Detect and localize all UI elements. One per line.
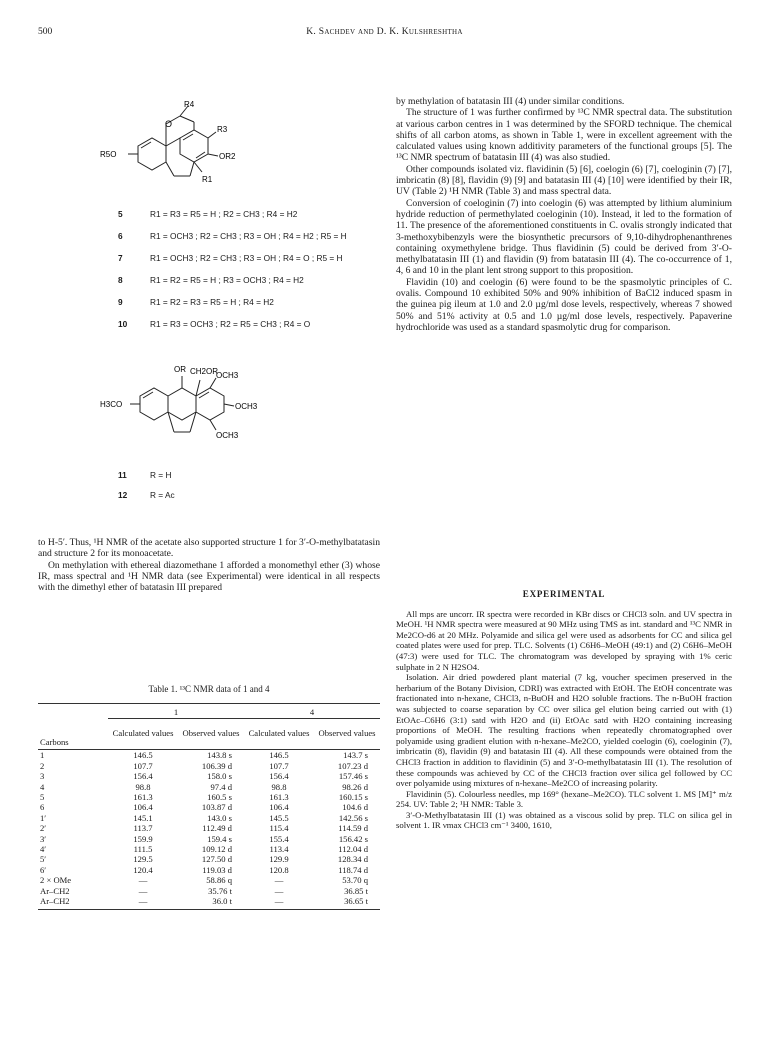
table-row [38, 813, 380, 823]
running-authors: K. Sachdev and D. K. Kulshreshtha [306, 27, 463, 37]
table-cell: 106.4 [133, 802, 153, 813]
table-cell: 156.4 [269, 771, 289, 782]
table-cell: 120.4 [133, 864, 153, 875]
table-cell: 36.65 t [344, 896, 368, 907]
col-header: Observed values [182, 727, 240, 738]
table-cell: 1 [40, 750, 45, 761]
table-body [38, 750, 380, 907]
compound-row: 8 R1 = R2 = R5 = H ; R3 = OCH3 ; R4 = H2 [118, 275, 304, 285]
table-caption: Table 1. ¹³C NMR data of 1 and 4 [148, 684, 270, 694]
table-cell: 142.56 s [338, 812, 368, 823]
table-row [38, 896, 380, 906]
or-label: OR [174, 365, 186, 374]
right-column-text [396, 96, 732, 333]
table-cell: 107.7 [133, 760, 153, 771]
paragraph: All mps are uncorr. IR spectra were recorded in KBr discs or CHCl3 soln. and UV spectra in MeOH. ¹H NMR spectra were measured at 90 MHz using TMS as int. standard and ¹³C NMR in Me2CO-d6 at 20 MHz. Polyamide and silica gel were used as adsorbents for CC and silica gel coated plates were used for prep. TLC. Solvents (1) C6H6–MeOH (49:1) and (2) C6H6–MeOH (47:3) were used for TLC. The chromatogram was developed by spraying with 1% ceric sulphate in 2 N H2SO4. [396, 608, 732, 672]
table-cell: 159.9 [133, 833, 153, 844]
paragraph: Flavidin (10) and coelogin (6) were found to be the spasmolytic principles of C. ovalis. Compound 10 exhibited 50% and 90% inhibition of BaCl2 induced spasm in the guinea pig ileum at 1.0 and 2.0 µg/ml dose levels, respectively, whereas 7 showed 50% and 51% activity at 0.5 and 1.0 µg/ml dose levels, respectively. Papaverine hydrochloride was used as a standard spasmolytic drug for comparison. [396, 276, 732, 333]
table-cell: 6′ [40, 864, 47, 875]
table-cell: 107.23 d [337, 760, 368, 771]
table-cell: 120.8 [269, 864, 289, 875]
paragraph: Other compounds isolated viz. flavidinin (5) [6], coelogin (6) [7], coeloginin (7) [7], imbricatin (8) [8], flavidin (9) [9] and batatasin III (4) [10] were identified by their IR, UV (Table 2) ¹H NMR (Table 3) and mass spectral data. [396, 163, 732, 198]
table-cell: 6 [40, 802, 45, 813]
table-cell: 113.4 [269, 844, 289, 855]
compound-row: 12 R = Ac [118, 490, 175, 500]
table-row [38, 865, 380, 875]
table-row [38, 792, 380, 802]
structure-diagram-1 [80, 96, 280, 204]
table-cell: 143.8 s [207, 750, 232, 761]
table-cell: — [138, 896, 148, 907]
bridge-oxygen-label: O [165, 119, 173, 129]
paragraph: 3′-O-Methylbatatasin III (1) was obtained as a viscous solid by prep. TLC on silica gel in solvent 1. IR νmax CHCl3 cm⁻¹ 3400, 1610, [396, 809, 732, 831]
table-row [38, 854, 380, 864]
table-cell: 2′ [40, 823, 47, 834]
table-cell: 160.5 s [207, 792, 232, 803]
table-cell: 129.9 [269, 854, 289, 865]
table-cell: 5 [40, 792, 45, 803]
och3-bottom-label: OCH3 [216, 431, 239, 440]
section-heading: EXPERIMENTAL [522, 589, 606, 599]
table-cell: — [138, 875, 148, 886]
table-cell: 107.7 [269, 760, 289, 771]
table-cell: 129.5 [133, 854, 153, 865]
r5o-label: R5O [100, 150, 117, 159]
table-cell: 112.04 d [338, 844, 368, 855]
table-cell: 98.26 d [342, 781, 368, 792]
table-cell: 2 [40, 760, 45, 771]
paragraph: The structure of 1 was further confirmed by ¹³C NMR spectral data. The substitution at various carbon centres in 1 was determined by the SFORD technique. The chemical shifts of all carbon atoms, as shown in Table 1, were in excellent agreement with the calculated values using known additivity parameters of the functional groups [5]. The ¹³C NMR spectrum of batatasin III (4) was also studied. [396, 107, 732, 164]
table-cell: 106.39 d [201, 760, 232, 771]
compound-row: 9 R1 = R2 = R3 = R5 = H ; R4 = H2 [118, 297, 274, 307]
phenanthrene-structure-svg [80, 96, 280, 204]
table-cell: — [138, 885, 148, 896]
col-header: Carbons [40, 736, 69, 747]
table-row [38, 750, 380, 761]
compound-row: 10 R1 = R3 = OCH3 ; R2 = R5 = CH3 ; R4 = O [118, 319, 311, 329]
r3-label: R3 [217, 125, 228, 134]
och3-top-label: OCH3 [216, 371, 239, 380]
table-cell: 161.3 [269, 792, 289, 803]
table-row [38, 875, 380, 885]
nmr-data-table [38, 703, 380, 910]
table-row [38, 886, 380, 896]
table-cell: 118.74 d [338, 864, 368, 875]
paragraph: to H-5′. Thus, ¹H NMR of the acetate also supported structure 1 for 3′-O-methylbatatasin and structure 2 for its monoacetate. [38, 537, 380, 560]
h3co-label: H3CO [100, 400, 123, 409]
table-cell: 157.46 s [338, 771, 368, 782]
table-row [38, 834, 380, 844]
table-cell: 158.0 s [207, 771, 232, 782]
table-cell: — [274, 896, 284, 907]
r4-label: R4 [184, 100, 195, 109]
table-cell: 106.4 [269, 802, 289, 813]
ch2or-label: CH2OR [190, 367, 219, 376]
table-cell: Ar–CH2 [40, 885, 70, 896]
experimental-section [396, 575, 732, 831]
table-cell: — [274, 885, 284, 896]
table-cell: 143.7 s [343, 750, 368, 761]
table-cell: 114.59 d [338, 823, 368, 834]
table-cell: 156.4 [133, 771, 153, 782]
or2-label: OR2 [219, 152, 236, 161]
table-cell: 146.5 [269, 750, 289, 761]
table-row [38, 844, 380, 854]
paragraph: by methylation of batatasin III (4) under similar conditions. [396, 96, 625, 107]
table-cell: 145.1 [133, 812, 153, 823]
col-header: Observed values [318, 727, 376, 738]
table-row [38, 802, 380, 812]
table-cell: 2 × OMe [40, 875, 72, 886]
page-header [38, 27, 731, 41]
table-cell: Ar–CH2 [40, 896, 70, 907]
table-row [38, 823, 380, 833]
left-column-text [38, 537, 380, 593]
structure-diagram-2 [90, 356, 290, 466]
table-cell: 3 [40, 771, 45, 782]
table-cell: 36.0 t [212, 896, 232, 907]
col-header: Calculated values [248, 727, 310, 738]
table-cell: 109.12 d [201, 844, 232, 855]
table-cell: 155.4 [269, 833, 289, 844]
table-cell: 161.3 [133, 792, 153, 803]
table-cell: — [274, 875, 284, 886]
table-cell: 113.7 [133, 823, 153, 834]
col-header: Calculated values [112, 727, 174, 738]
table-cell: 5′ [40, 854, 47, 865]
table-cell: 112.49 d [202, 823, 232, 834]
group-header-4: 4 [309, 706, 315, 717]
group-header-1: 1 [173, 706, 179, 717]
table-cell: 143.0 s [207, 812, 232, 823]
table-cell: 98.8 [271, 781, 287, 792]
compound-row: 6 R1 = OCH3 ; R2 = CH3 ; R3 = OH ; R4 = H2 ; R5 = H [118, 231, 347, 241]
table-cell: 3′ [40, 833, 47, 844]
paragraph: Isolation. Air dried powdered plant material (7 kg, voucher specimen preserved in the herbarium of the Botany Division, CDRI) was extracted with EtOH. The EtOH concentrate was fractionated into n-hexane, CHCl3, n-BuOH and H2O soluble fractions. The n-BuOH fraction was subjected to coarse separation by CC over silica gel elution being carried out with (1) EtOAc–C6H6 (3:1) satd with H2O and (ii) EtOAc satd with H2O containing increasing proportions of MeOH. The resulting fractions when repeatedly chromatographed over polyamide using gradient elution with n-hexane–Me2CO, yielded coelogin (6), coeloginin (7), imbricatin (8), flavidin (9) and batatasin III (4). All these compounds were obtained from the CHCl3 fraction in addition to flavidinin (5) and 3′-O-methylbatatasin III (1). The resolution of these compounds was achieved by CC of the CHCl3 fraction over silica gel followed by CC over polyamide using mixtures of n-hexane–Me2CO of increasing polarity. [396, 672, 732, 789]
table-cell: 53.70 q [342, 875, 368, 886]
table-cell: 127.50 d [201, 854, 232, 865]
table-cell: 159.4 s [207, 833, 232, 844]
table-cell: 128.34 d [337, 854, 368, 865]
phenanthrene-structure-2-svg [90, 356, 290, 466]
table-cell: 4′ [40, 844, 47, 855]
table-cell: 160.15 s [338, 792, 368, 803]
table-cell: 36.85 t [344, 885, 368, 896]
table-row [38, 782, 380, 792]
table-cell: 104.6 d [342, 802, 368, 813]
paragraph: Conversion of coeloginin (7) into coelogin (6) was attempted by lithium aluminium hydride reduction of permethylated coeloginin (10). Instead, it led to the formation of 11. The presence of the aforementioned constituents in C. ovalis strongly indicated that 3-methoxybibenzyls were the biosynthetic precursors of 9,10-dihydrophenanthrenes containing oxymethylene bridge. Thus flavidinin (5) could be derived from 3′-O-methylbatatasin III (1) and flavidin (9) from batatasin III (4). The co-occurrence of 1, 4, 6 and 10 in the plant lent strong support to this proposition. [396, 197, 732, 277]
paragraph: Flavidinin (5). Colourless needles, mp 169° (hexane–Me2CO). TLC solvent 1. MS [M]⁺ m/z 254. UV: Table 2; ¹H NMR: Table 3. [396, 788, 732, 810]
compound-row: 5 R1 = R3 = R5 = H ; R2 = CH3 ; R4 = H2 [118, 209, 298, 219]
r1-label: R1 [202, 175, 213, 184]
table-cell: 115.4 [269, 823, 289, 834]
table-cell: 146.5 [133, 750, 153, 761]
table-cell: 156.42 s [338, 833, 368, 844]
table-header-row [38, 719, 380, 747]
compound-row: 11 R = H [118, 470, 172, 480]
table-cell: 98.8 [135, 781, 151, 792]
table-row [38, 771, 380, 781]
table-cell: 119.03 d [202, 864, 232, 875]
table-group-header [38, 707, 380, 717]
table-cell: 35.76 t [208, 885, 232, 896]
table-cell: 1′ [40, 812, 47, 823]
page-number: 500 [38, 27, 53, 37]
table-cell: 58.86 q [206, 875, 232, 886]
table-cell: 111.5 [133, 844, 153, 855]
paragraph: On methylation with ethereal diazomethane 1 afforded a monomethyl ether (3) whose IR, mass spectral and ¹H NMR data (see Experimental) were identical in all respects with the dimethyl ether of batatasin III prepared [38, 559, 380, 594]
och3-mid-label: OCH3 [235, 402, 258, 411]
table-cell: 4 [40, 781, 45, 792]
table-cell: 97.4 d [210, 781, 232, 792]
table-row [38, 761, 380, 771]
table-cell: 145.5 [269, 812, 289, 823]
compound-row: 7 R1 = OCH3 ; R2 = CH3 ; R3 = OH ; R4 = O ; R5 = H [118, 253, 343, 263]
table-cell: 103.87 d [201, 802, 232, 813]
